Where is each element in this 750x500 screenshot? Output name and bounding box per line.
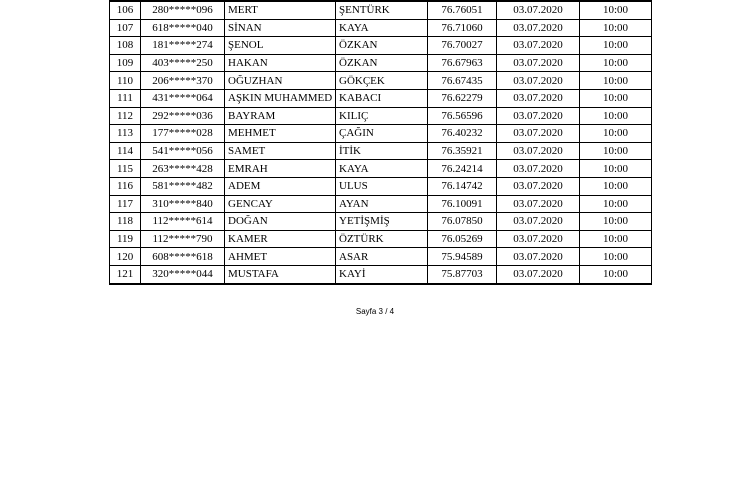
table-row — [110, 177, 652, 195]
row-number-cell: 113 — [110, 125, 141, 143]
first-name-cell: OĞUZHAN — [225, 72, 336, 90]
table-row — [110, 125, 652, 143]
row-number-cell: 119 — [110, 230, 141, 248]
score-cell: 76.76051 — [428, 1, 497, 19]
first-name-cell: GENCAY — [225, 195, 336, 213]
table-row — [110, 89, 652, 107]
first-name-cell: HAKAN — [225, 54, 336, 72]
table-row — [110, 37, 652, 55]
last-name-cell: AYAN — [336, 195, 428, 213]
row-number-cell: 115 — [110, 160, 141, 178]
masked-id-cell: 320*****044 — [141, 265, 225, 283]
score-cell: 75.94589 — [428, 248, 497, 266]
score-cell: 76.05269 — [428, 230, 497, 248]
time-cell: 10:00 — [580, 54, 652, 72]
first-name-cell: ŞENOL — [225, 37, 336, 55]
date-cell: 03.07.2020 — [497, 265, 580, 283]
first-name-cell: MEHMET — [225, 125, 336, 143]
last-name-cell: ASAR — [336, 248, 428, 266]
score-cell: 76.07850 — [428, 213, 497, 231]
row-number-cell: 111 — [110, 89, 141, 107]
masked-id-cell: 112*****614 — [141, 213, 225, 231]
table-row — [110, 107, 652, 125]
table-row — [110, 213, 652, 231]
masked-id-cell: 112*****790 — [141, 230, 225, 248]
table-row — [110, 19, 652, 37]
first-name-cell: DOĞAN — [225, 213, 336, 231]
masked-id-cell: 618*****040 — [141, 19, 225, 37]
date-cell: 03.07.2020 — [497, 1, 580, 19]
time-cell: 10:00 — [580, 19, 652, 37]
first-name-cell: KAMER — [225, 230, 336, 248]
row-number-cell: 112 — [110, 107, 141, 125]
first-name-cell: SAMET — [225, 142, 336, 160]
table-row — [110, 265, 652, 283]
score-cell: 76.62279 — [428, 89, 497, 107]
date-cell: 03.07.2020 — [497, 230, 580, 248]
first-name-cell: AŞKIN MUHAMMED — [225, 89, 336, 107]
row-number-cell: 106 — [110, 1, 141, 19]
last-name-cell: ŞENTÜRK — [336, 1, 428, 19]
score-cell: 76.14742 — [428, 177, 497, 195]
date-cell: 03.07.2020 — [497, 213, 580, 231]
last-name-cell: ÖZKAN — [336, 54, 428, 72]
last-name-cell: ÇAĞIN — [336, 125, 428, 143]
date-cell: 03.07.2020 — [497, 89, 580, 107]
last-name-cell: KABACI — [336, 89, 428, 107]
row-number-cell: 108 — [110, 37, 141, 55]
date-cell: 03.07.2020 — [497, 142, 580, 160]
last-name-cell: ULUS — [336, 177, 428, 195]
first-name-cell: ADEM — [225, 177, 336, 195]
time-cell: 10:00 — [580, 72, 652, 90]
date-cell: 03.07.2020 — [497, 37, 580, 55]
table-row — [110, 1, 652, 19]
date-cell: 03.07.2020 — [497, 54, 580, 72]
time-cell: 10:00 — [580, 37, 652, 55]
time-cell: 10:00 — [580, 213, 652, 231]
first-name-cell: BAYRAM — [225, 107, 336, 125]
time-cell: 10:00 — [580, 89, 652, 107]
last-name-cell: GÖKÇEK — [336, 72, 428, 90]
date-cell: 03.07.2020 — [497, 195, 580, 213]
last-name-cell: İTİK — [336, 142, 428, 160]
last-name-cell: YETİŞMİŞ — [336, 213, 428, 231]
table-body — [110, 1, 652, 284]
last-name-cell: KAYİ — [336, 265, 428, 283]
first-name-cell: SİNAN — [225, 19, 336, 37]
date-cell: 03.07.2020 — [497, 177, 580, 195]
masked-id-cell: 608*****618 — [141, 248, 225, 266]
date-cell: 03.07.2020 — [497, 72, 580, 90]
time-cell: 10:00 — [580, 125, 652, 143]
table-row — [110, 248, 652, 266]
time-cell: 10:00 — [580, 195, 652, 213]
time-cell: 10:00 — [580, 142, 652, 160]
date-cell: 03.07.2020 — [497, 19, 580, 37]
row-number-cell: 121 — [110, 265, 141, 283]
score-cell: 76.56596 — [428, 107, 497, 125]
masked-id-cell: 177*****028 — [141, 125, 225, 143]
score-cell: 76.67963 — [428, 54, 497, 72]
row-number-cell: 118 — [110, 213, 141, 231]
score-cell: 76.10091 — [428, 195, 497, 213]
table-row — [110, 54, 652, 72]
row-number-cell: 107 — [110, 19, 141, 37]
masked-id-cell: 310*****840 — [141, 195, 225, 213]
last-name-cell: ÖZKAN — [336, 37, 428, 55]
table-row — [110, 230, 652, 248]
first-name-cell: MERT — [225, 1, 336, 19]
last-name-cell: KAYA — [336, 160, 428, 178]
row-number-cell: 110 — [110, 72, 141, 90]
masked-id-cell: 181*****274 — [141, 37, 225, 55]
time-cell: 10:00 — [580, 1, 652, 19]
date-cell: 03.07.2020 — [497, 125, 580, 143]
table-row — [110, 142, 652, 160]
row-number-cell: 120 — [110, 248, 141, 266]
masked-id-cell: 541*****056 — [141, 142, 225, 160]
date-cell: 03.07.2020 — [497, 107, 580, 125]
time-cell: 10:00 — [580, 230, 652, 248]
masked-id-cell: 403*****250 — [141, 54, 225, 72]
masked-id-cell: 206*****370 — [141, 72, 225, 90]
last-name-cell: ÖZTÜRK — [336, 230, 428, 248]
first-name-cell: AHMET — [225, 248, 336, 266]
time-cell: 10:00 — [580, 177, 652, 195]
masked-id-cell: 292*****036 — [141, 107, 225, 125]
masked-id-cell: 263*****428 — [141, 160, 225, 178]
score-cell: 76.35921 — [428, 142, 497, 160]
first-name-cell: EMRAH — [225, 160, 336, 178]
row-number-cell: 114 — [110, 142, 141, 160]
date-cell: 03.07.2020 — [497, 160, 580, 178]
time-cell: 10:00 — [580, 265, 652, 283]
score-cell: 76.40232 — [428, 125, 497, 143]
row-number-cell: 109 — [110, 54, 141, 72]
first-name-cell: MUSTAFA — [225, 265, 336, 283]
last-name-cell: KAYA — [336, 19, 428, 37]
score-cell: 76.70027 — [428, 37, 497, 55]
score-cell: 76.67435 — [428, 72, 497, 90]
time-cell: 10:00 — [580, 107, 652, 125]
table-row — [110, 160, 652, 178]
score-cell: 76.24214 — [428, 160, 497, 178]
results-table — [109, 0, 652, 285]
table-row — [110, 72, 652, 90]
score-cell: 76.71060 — [428, 19, 497, 37]
time-cell: 10:00 — [580, 248, 652, 266]
page-number: Sayfa 3 / 4 — [355, 307, 395, 316]
score-cell: 75.87703 — [428, 265, 497, 283]
time-cell: 10:00 — [580, 160, 652, 178]
table-row — [110, 195, 652, 213]
date-cell: 03.07.2020 — [497, 248, 580, 266]
last-name-cell: KILIÇ — [336, 107, 428, 125]
row-number-cell: 116 — [110, 177, 141, 195]
masked-id-cell: 280*****096 — [141, 1, 225, 19]
row-number-cell: 117 — [110, 195, 141, 213]
masked-id-cell: 581*****482 — [141, 177, 225, 195]
masked-id-cell: 431*****064 — [141, 89, 225, 107]
